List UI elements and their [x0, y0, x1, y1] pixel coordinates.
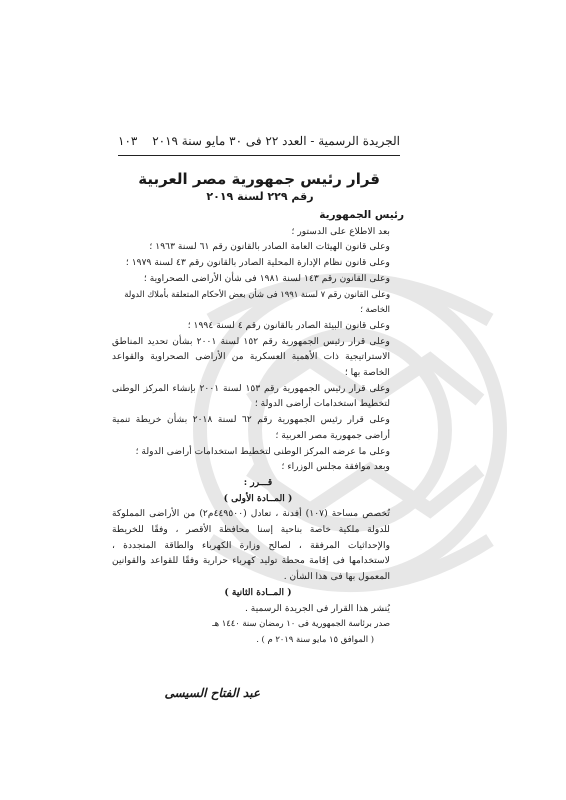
issued-line: صدر برئاسة الجمهورية فى ١٠ رمضان سنة ١٤٤٠ هـ: [212, 618, 390, 629]
preamble-heading: رئيس الجمهورية: [319, 209, 404, 221]
recital-item: وعلى قانون البيئة الصادر بالقانون رقم ٤ لسنة ١٩٩٤ ؛: [187, 319, 390, 331]
article-2-text: يُنشر هذا القرار فى الجريدة الرسمية .: [244, 602, 390, 614]
signature-name: عبد الفتاح السيسى: [164, 686, 260, 700]
recital-item: وعلى قانون الهيئات العامة الصادر بالقانون رقم ٦١ لسنة ١٩٦٣ ؛: [149, 241, 390, 253]
article-2-label: ( المــادة الثانية ): [224, 586, 292, 598]
recital-item: وعلى قانون نظام الإدارة المحلية الصادر بالقانون رقم ٤٣ لسنة ١٩٧٩ ؛: [125, 257, 390, 269]
recital-item: وعلى ما عرضه المركز الوطنى لتخطيط استخدامات أراضى الدولة ؛: [135, 445, 390, 457]
article-1-label: ( المــادة الأولى ): [223, 492, 293, 504]
decree-title: قرار رئيس جمهورية مصر العربية: [138, 170, 380, 188]
decree-body: [112, 208, 404, 648]
decided-heading: قـــرر :: [243, 476, 273, 488]
recital-item: وبعد موافقة مجلس الوزراء ؛: [281, 461, 390, 473]
publication-line: الجريدة الرسمية - العدد ٢٢ فى ٣٠ مايو سنة ٢٠١٩: [152, 134, 400, 148]
article-1-text: تُخصص مساحة (١٠٧) أفدنة ، تعادل (٤٤٩٥٠٠م٢) من الأراضى المملوكة للدولة ملكية خاصة بناحية إسنا محافظة الأقصر ، وفقًا للخريطة والإحداثيات المرفقة ، لصالح وزارة الكهرباء والطاقة المتجددة ، لاستخدامها فى إقامة محطة توليد كهرباء حرارية وفقًا للقواعد والقوانين المعمول بها فى هذا الشأن .: [112, 508, 390, 583]
page-number: ١٠٣: [118, 134, 138, 148]
recital-item: وعلى قرار رئيس الجمهورية رقم ٦٢ لسنة ٢٠١٨ بشأن خريطة تنمية أراضى جمهورية مصر العربية ؛: [112, 414, 390, 441]
recital-item: وعلى القانون رقم ٧ لسنة ١٩٩١ فى شأن بعض الأحكام المتعلقة بأملاك الدولة الخاصة ؛: [124, 288, 390, 315]
recital-item: وعلى قرار رئيس الجمهورية رقم ١٥٣ لسنة ٢٠٠١ بإنشاء المركز الوطنى لتخطيط استخدامات أراضى الدولة ؛: [112, 382, 390, 410]
header-divider: [118, 155, 400, 156]
recital-item: بعد الاطلاع على الدستور ؛: [291, 225, 390, 237]
recital-item: وعلى قرار رئيس الجمهورية رقم ١٥٢ لسنة ٢٠٠١ بشأن تحديد المناطق الاستراتيجية ذات الأهمية العسكرية من الأراضى الصحراوية والقواعد الخاصة بها ؛: [112, 335, 390, 379]
recital-item: وعلى القانون رقم ١٤٣ لسنة ١٩٨١ فى شأن الأراضى الصحراوية ؛: [143, 272, 390, 284]
page-header: [118, 132, 400, 150]
issued-date-line: ( الموافق ١٥ مايو سنة ٢٠١٩ م ) .: [256, 633, 374, 644]
decree-number: رقم ٢٢٩ لسنة ٢٠١٩: [206, 190, 314, 203]
